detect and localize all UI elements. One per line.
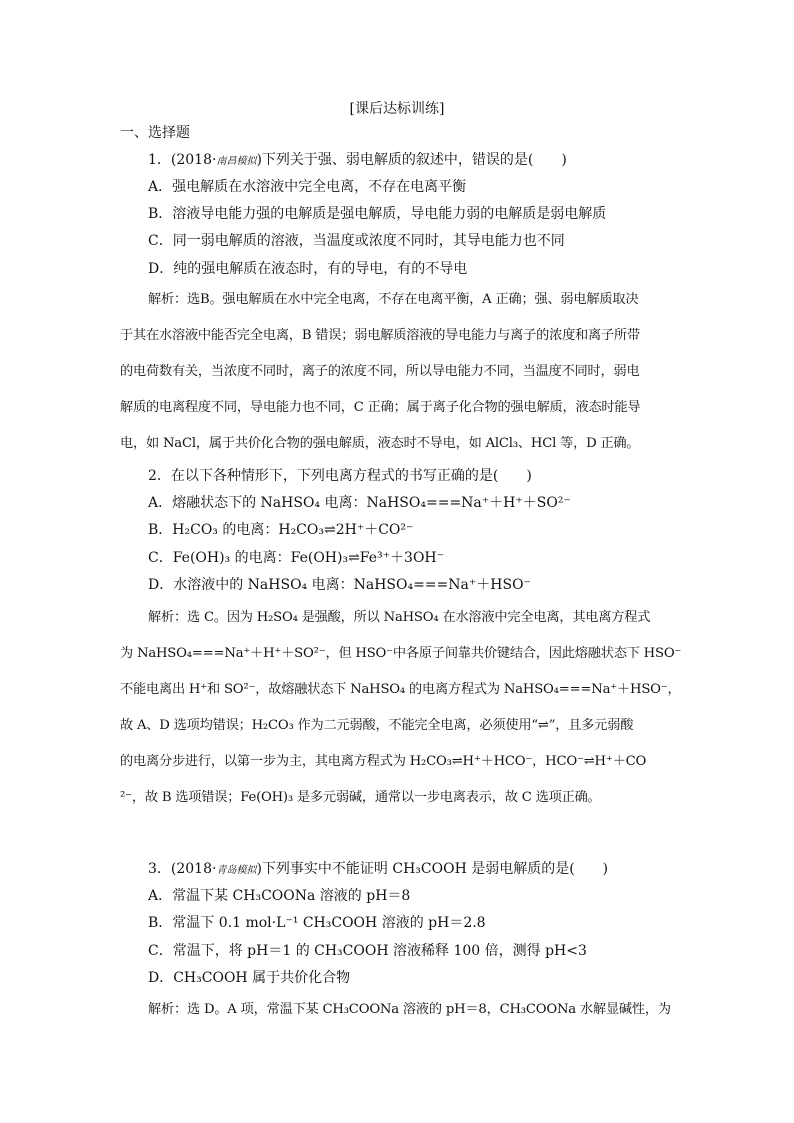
question-3-stem: 3．(2018·青岛模拟)下列事实中不能证明 CH₃COOH 是弱电解质的是( ) — [148, 861, 609, 877]
question-2-option-c: C．Fe(OH)₃ 的电离：Fe(OH)₃⇌Fe³⁺＋3OH⁻ — [148, 550, 445, 566]
question-3-option-a: A．常温下某 CH₃COONa 溶液的 pH＝8 — [148, 888, 411, 904]
question-2-explanation-line: ²⁻，故 B 选项错误；Fe(OH)₃ 是多元弱碱，通常以一步电离表示，故 C 选项正确。 — [120, 790, 601, 805]
question-1-explanation-line: 电，如 NaCl，属于共价化合物的强电解质，液态时不导电，如 AlCl₃、HCl 等，D 正确。 — [120, 436, 640, 451]
question-2-explanation-line: 的电离分步进行，以第一步为主，其电离方程式为 H₂CO₃⇌H⁺＋HCO⁻，HCO⁻⇌H⁺＋CO — [120, 754, 647, 769]
question-2-option-b: B．H₂CO₃ 的电离：H₂CO₃⇌2H⁺＋CO²⁻ — [148, 522, 414, 538]
question-1-explanation-line: 解析：选B。强电解质在水中完全电离，不存在电离平衡，A 正确；强、弱电解质取决 — [148, 292, 639, 307]
question-2-stem: 2．在以下各种情形下，下列电离方程式的书写正确的是( ) — [148, 468, 532, 484]
section-heading: 一、选择题 — [120, 125, 190, 141]
question-2-explanation-line: 为 NaHSO₄===Na⁺＋H⁺＋SO²⁻，但 HSO⁻中各原子间靠共价键结合，因此熔融状态下 HSO⁻ — [120, 646, 682, 661]
section-title: [课后达标训练] — [349, 101, 445, 117]
question-1-option-a: A．强电解质在水溶液中完全电离，不存在电离平衡 — [148, 179, 467, 195]
question-3-option-c: C．常温下，将 pH＝1 的 CH₃COOH 溶液稀释 100 倍，测得 pH<3 — [148, 943, 587, 959]
question-3-source: 青岛模拟 — [216, 865, 257, 876]
question-1-explanation-line: 的电荷数有关，当浓度不同时，离子的浓度不同，所以导电能力不同，当温度不同时，弱电 — [120, 364, 640, 379]
question-3-explanation-line: 解析：选 D。A 项，常温下某 CH₃COONa 溶液的 pH＝8，CH₃COONa 水解显碱性，为 — [148, 1002, 671, 1017]
question-1-explanation-line: 解质的电离程度不同，导电能力也不同，C 正确；属于离子化合物的强电解质，液态时能导 — [120, 400, 641, 415]
question-3-option-d: D．CH₃COOH 属于共价化合物 — [148, 970, 351, 986]
question-2-explanation-line: 故 A、D 选项均错误；H₂CO₃ 作为二元弱酸，不能完全电离，必须使用“⇌”，且多元弱酸 — [120, 718, 634, 733]
question-2-option-d: D．水溶液中的 NaHSO₄ 电离：NaHSO₄===Na⁺＋HSO⁻ — [148, 577, 531, 593]
question-1-option-d: D．纯的强电解质在液态时，有的导电，有的不导电 — [148, 261, 468, 277]
question-3-option-b: B．常温下 0.1 mol·L⁻¹ CH₃COOH 溶液的 pH＝2.8 — [148, 915, 486, 931]
question-1-option-b: B．溶液导电能力强的电解质是强电解质，导电能力弱的电解质是弱电解质 — [148, 206, 607, 222]
question-1-explanation-line: 于其在水溶液中能否完全电离，B 错误；弱电解质溶液的导电能力与离子的浓度和离子所带 — [120, 328, 640, 343]
question-1-source: 南昌模拟 — [216, 156, 257, 167]
question-2-explanation-line: 不能电离出 H⁺和 SO²⁻，故熔融状态下 NaHSO₄ 的电离方程式为 NaHSO₄===Na⁺＋HSO⁻， — [120, 682, 681, 697]
question-2-option-a: A．熔融状态下的 NaHSO₄ 电离：NaHSO₄===Na⁺＋H⁺＋SO²⁻ — [148, 495, 571, 511]
question-1-option-c: C．同一弱电解质的溶液，当温度或浓度不同时，其导电能力也不同 — [148, 233, 565, 249]
question-1-stem: 1．(2018·南昌模拟)下列关于强、弱电解质的叙述中，错误的是( ) — [148, 152, 567, 168]
question-2-explanation-line: 解析：选 C。因为 H₂SO₄ 是强酸，所以 NaHSO₄ 在水溶液中完全电离，其电离方程式 — [148, 610, 651, 625]
